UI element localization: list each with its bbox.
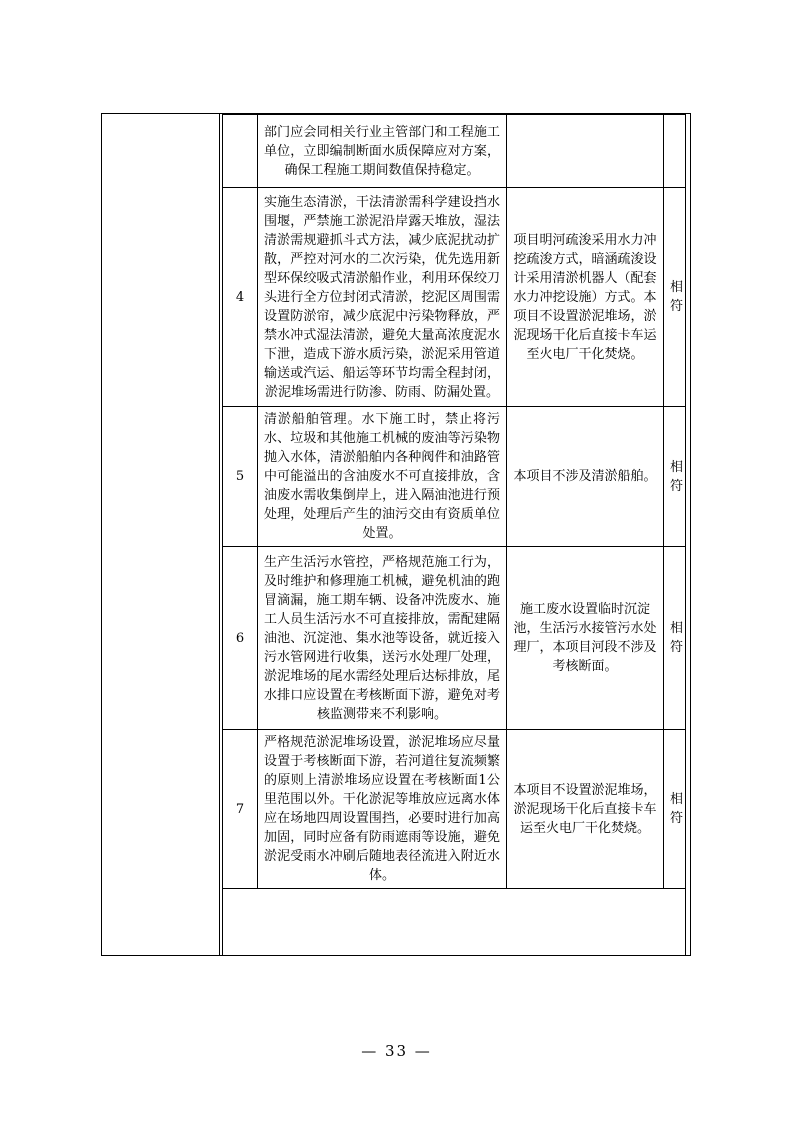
page-number: — 33 — bbox=[361, 1042, 432, 1060]
table-row bbox=[223, 188, 686, 407]
compliance-result: 相符 bbox=[664, 547, 686, 730]
table-row bbox=[223, 730, 686, 889]
compliance-result: 相符 bbox=[664, 730, 686, 889]
row-number: 5 bbox=[223, 407, 258, 547]
row-number bbox=[223, 115, 258, 188]
project-measure: 项目明河疏浚采用水力冲挖疏浚方式，暗涵疏浚设计采用清淤机器人（配套水力冲挖设施）方式。本项目不设置淤泥堆场，淤泥现场干化后直接卡车运至火电厂干化焚烧。 bbox=[507, 188, 664, 407]
left-column-divider bbox=[219, 114, 220, 955]
compliance-result: 相符 bbox=[664, 188, 686, 407]
table-row bbox=[223, 547, 686, 730]
requirement-text: 清淤船舶管理。水下施工时，禁止将污水、垃圾和其他施工机械的废油等污染物抛入水体，清淤船舶内各种阀件和油路管中可能溢出的含油废水不可直接排放，含油废水需收集倒岸上，进入隔油池进行预处理，处理后产生的油污交由有资质单位处置。 bbox=[258, 407, 507, 547]
row-number: 6 bbox=[223, 547, 258, 730]
row-number: 4 bbox=[223, 188, 258, 407]
requirement-text: 严格规范淤泥堆场设置，淤泥堆场应尽量设置于考核断面下游，若河道往复流频繁的原则上清淤堆场应设置在考核断面1公里范围以外。干化淤泥等堆放应远离水体应在场地四周设置围挡，必要时进行加高加固，同时应备有防雨遮雨等设施，避免淤泥受雨水冲刷后随地表径流进入附近水体。 bbox=[258, 730, 507, 889]
project-measure: 施工废水设置临时沉淀池，生活污水接管污水处理厂，本项目河段不涉及考核断面。 bbox=[507, 547, 664, 730]
project-measure: 本项目不设置淤泥堆场，淤泥现场干化后直接卡车运至火电厂干化焚烧。 bbox=[507, 730, 664, 889]
requirement-text: 实施生态清淤，干法清淤需科学建设挡水围堰，严禁施工淤泥沿岸露天堆放，湿法清淤需规避抓斗式方法，减少底泥扰动扩散，严控对河水的二次污染，优先选用新型环保绞吸式清淤船作业，利用环保绞刀头进行全方位封闭式清淤，挖泥区周围需设置防淤帘，减少底泥中污染物释放，严禁水冲式湿法清淤，避免大量高浓度泥水下泄，造成下游水质污染，淤泥采用管道输送或汽运、船运等环节均需全程封闭，淤泥堆场需进行防渗、防雨、防漏处置。 bbox=[258, 188, 507, 407]
project-measure: 本项目不涉及清淤船舶。 bbox=[507, 407, 664, 547]
project-measure bbox=[507, 115, 664, 188]
compliance-result: 相符 bbox=[664, 407, 686, 547]
requirement-text: 部门应会同相关行业主管部门和工程施工单位，立即编制断面水质保障应对方案，确保工程施工期间数值保持稳定。 bbox=[258, 115, 507, 188]
table-row bbox=[223, 115, 686, 188]
row-number: 7 bbox=[223, 730, 258, 889]
compliance-table bbox=[222, 114, 686, 889]
table-row bbox=[223, 407, 686, 547]
requirement-text: 生产生活污水管控，严格规范施工行为，及时维护和修理施工机械，避免机油的跑冒滴漏，施工期车辆、设备冲洗废水、施工人员生活污水不可直接排放，需配建隔油池、沉淀池、集水池等设备，就近接入污水管网进行收集，送污水处理厂处理，淤泥堆场的尾水需经处理后达标排放，尾水排口应设置在考核断面下游，避免对考核监测带来不利影响。 bbox=[258, 547, 507, 730]
compliance-result bbox=[664, 115, 686, 188]
